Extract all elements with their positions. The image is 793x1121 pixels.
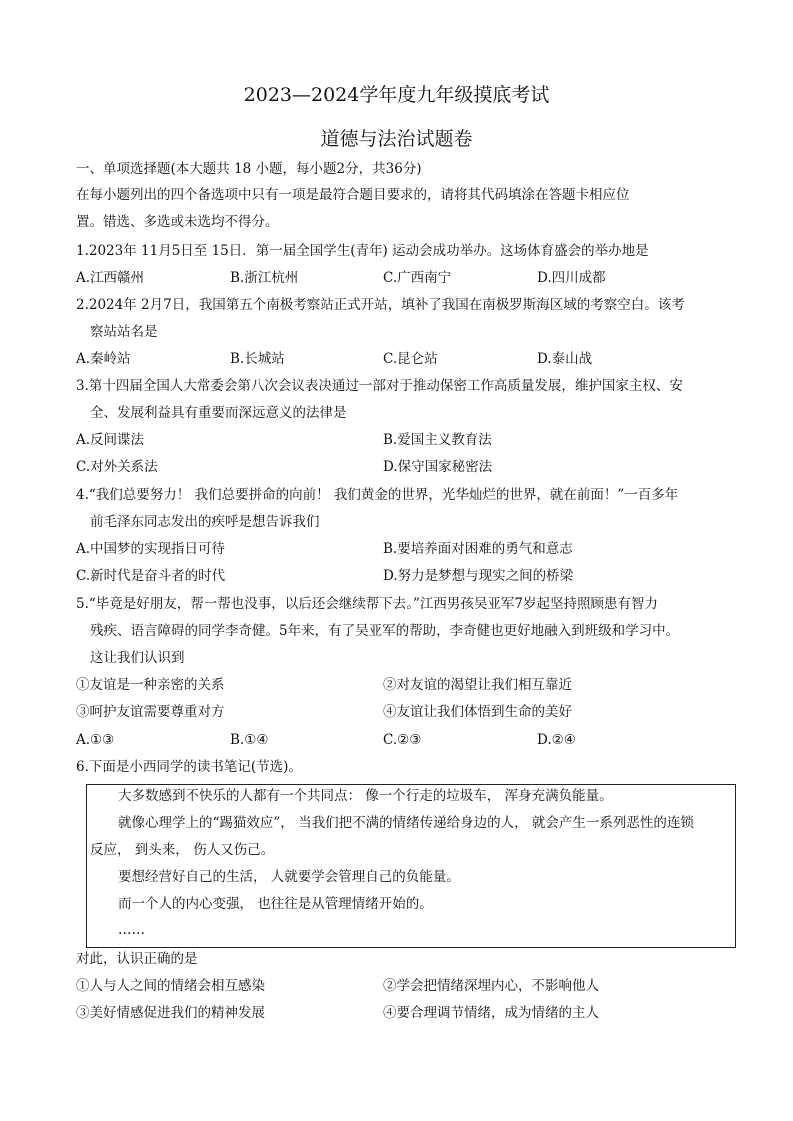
notes-paragraph-1: 大多数感到不快乐的人都有一个共同点： 像一个行走的垃圾车， 浑身充满负能量。: [118, 788, 613, 804]
question-3-option-b: B.爱国主义教育法: [383, 432, 492, 448]
section-heading: 一、单项选择题(本大题共 18 小题，每小题2分，共36分): [76, 161, 422, 177]
question-5-option-b: B.①④: [230, 732, 269, 748]
question-4-option-a: A.中国梦的实现指日可待: [76, 541, 226, 557]
question-5-option-a: A.①③: [76, 732, 115, 748]
question-2-option-b: B.长城站: [230, 351, 285, 367]
instruction-line-1: 在每小题列出的四个备选项中只有一项是最符合题目要求的，请将其代码填涂在答题卡相应位: [76, 187, 630, 203]
question-3-option-d: D.保守国家秘密法: [383, 459, 493, 475]
notes-paragraph-3: 要想经营好自己的生活， 人就要学会管理自己的负能量。: [118, 869, 460, 885]
question-5-statement-3: ③呵护友谊需要尊重对方: [76, 704, 225, 720]
question-2-option-d: D.泰山战: [537, 351, 593, 367]
question-1-option-a: A.江西赣州: [76, 270, 145, 286]
question-1-option-d: D.四川成都: [537, 270, 606, 286]
notes-ellipsis: ……: [118, 922, 145, 938]
question-5-option-d: D.②④: [537, 732, 576, 748]
question-2-stem-line-1: 2.2024年 2月7日，我国第五个南极考察站正式开站，填补了我国在南极罗斯海区域的考察空白。该考: [76, 297, 685, 313]
question-6-follow-up: 对此，认识正确的是: [76, 951, 198, 967]
question-4-option-b: B.要培养面对困难的勇气和意志: [383, 541, 573, 557]
question-5-stem-line-2: 残疾、语言障碍的同学李奇健。5年来，有了吴亚军的帮助，李奇健也更好地融入到班级和学习中。: [90, 623, 680, 639]
exam-subtitle: 道德与法治试题卷: [320, 128, 473, 150]
question-5-statement-2: ②对友谊的渴望让我们相互靠近: [383, 677, 572, 693]
question-6-statement-1: ①人与人之间的情绪会相互感染: [76, 978, 265, 994]
question-6-stem: 6.下面是小西同学的读书笔记(节选)。: [76, 759, 302, 775]
question-1-option-b: B.浙江杭州: [230, 270, 299, 286]
question-3-stem-line-2: 全、发展利益具有重要而深远意义的法律是: [90, 405, 347, 421]
question-4-option-d: D.努力是梦想与现实之间的桥梁: [383, 568, 574, 584]
notes-paragraph-2-line-2: 反应， 到头来， 伤人又伤己。: [90, 842, 275, 858]
question-3-option-c: C.对外关系法: [76, 459, 158, 475]
question-5-option-c: C.②③: [383, 732, 422, 748]
question-2-stem-line-2: 察站站名是: [90, 324, 158, 340]
question-5-stem-line-3: 这让我们认识到: [90, 650, 185, 666]
question-3-stem-line-1: 3.第十四届全国人大常委会第八次会议表决通过一部对于推动保密工作高质量发展，维护国家主权、安: [76, 378, 683, 394]
question-4-stem-line-2: 前毛泽东同志发出的疾呼是想告诉我们: [90, 514, 320, 530]
question-4-option-c: C.新时代是奋斗者的时代: [76, 568, 226, 584]
question-5-statement-4: ④友谊让我们体悟到生命的美好: [383, 704, 572, 720]
notes-paragraph-2-line-1: 就像心理学上的“踢猫效应”， 当我们把不满的情绪传递给身边的人， 就会产生一系列恶性的连锁: [118, 815, 694, 831]
question-3-option-a: A.反间谍法: [76, 432, 145, 448]
reading-notes-box: [86, 784, 736, 948]
question-1-option-c: C.广西南宁: [383, 270, 452, 286]
question-1-stem: 1.2023年 11月5日至 15日．第一届全国学生(青年) 运动会成功举办。这场体育盛会的举办地是: [76, 243, 649, 259]
exam-title: 2023—2024学年度九年级摸底考试: [243, 84, 550, 106]
question-2-option-a: A.秦岭站: [76, 351, 131, 367]
question-5-stem-line-1: 5.“毕竟是好朋友，帮一帮也没事，以后还会继续帮下去。”江西男孩吴亚军7岁起坚持照顾患有智力: [76, 596, 659, 612]
question-5-statement-1: ①友谊是一种亲密的关系: [76, 677, 225, 693]
question-6-statement-2: ②学会把情绪深埋内心，不影响他人: [383, 978, 599, 994]
question-6-statement-4: ④要合理调节情绪，成为情绪的主人: [383, 1005, 599, 1021]
question-4-stem-line-1: 4.“我们总要努力！ 我们总要拼命的向前！ 我们黄金的世界，光华灿烂的世界，就在前面！”一百多年: [76, 487, 679, 503]
instruction-line-2: 置。错选、多选或未选均不得分。: [76, 214, 279, 230]
question-2-option-c: C.昆仑站: [383, 351, 438, 367]
question-6-statement-3: ③美好情感促进我们的精神发展: [76, 1005, 265, 1021]
notes-paragraph-4: 而一个人的内心变强， 也往往是从管理情绪开始的。: [118, 896, 433, 912]
